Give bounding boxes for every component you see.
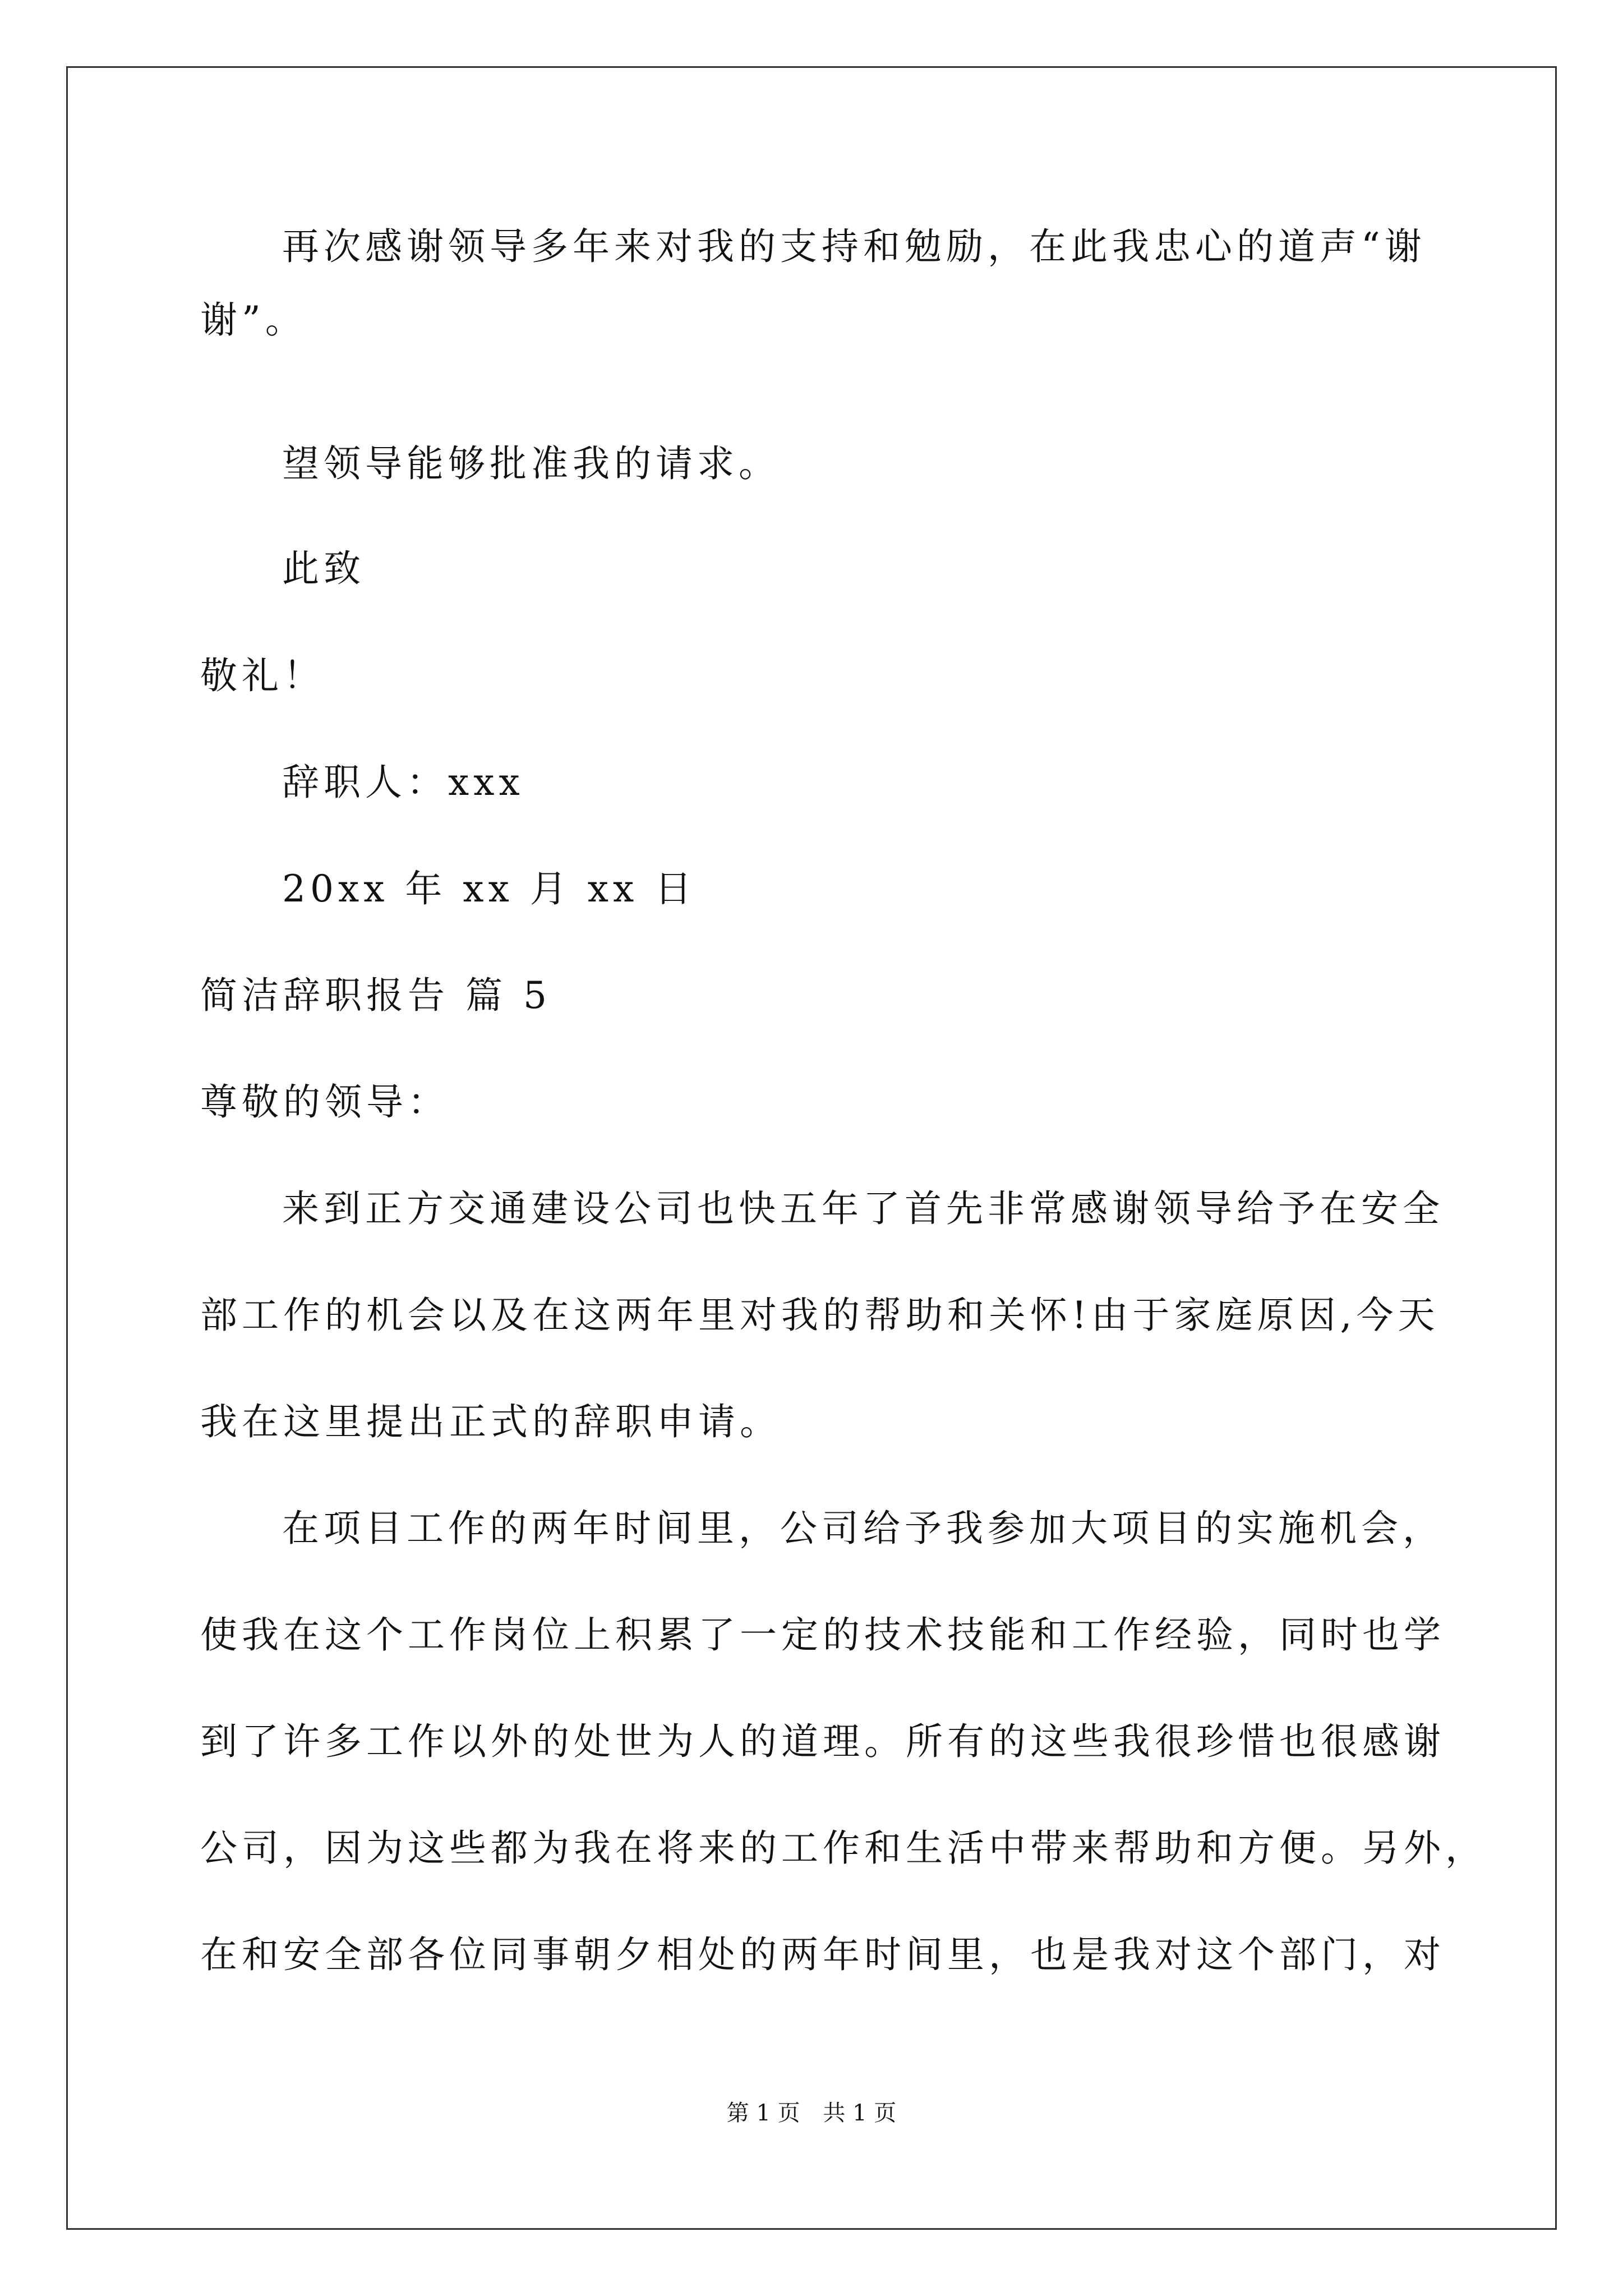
paragraph-line: 到了许多工作以外的处世为人的道理。所有的这些我很珍惜也很感谢 bbox=[200, 1720, 1445, 1763]
closing-salutation: 此致 bbox=[282, 547, 365, 590]
greeting: 尊敬的领导： bbox=[200, 1080, 449, 1124]
signature-date: 20xx 年 xx 月 xx 日 bbox=[282, 867, 697, 910]
page-border bbox=[66, 66, 1557, 2230]
paragraph-line: 再次感谢领导多年来对我的支持和勉励，在此我忠心的道声“谢 bbox=[282, 225, 1426, 268]
paragraph-line: 公司，因为这些都为我在将来的工作和生活中带来帮助和方便。另外， bbox=[200, 1826, 1487, 1870]
signature-name: 辞职人：xxx bbox=[282, 761, 524, 804]
closing-regards: 敬礼！ bbox=[200, 654, 325, 697]
section-title: 简洁辞职报告 篇 5 bbox=[200, 974, 551, 1017]
paragraph-line: 使我在这个工作岗位上积累了一定的技术技能和工作经验，同时也学 bbox=[200, 1613, 1445, 1657]
paragraph-line: 在项目工作的两年时间里，公司给予我参加大项目的实施机会， bbox=[282, 1507, 1444, 1550]
paragraph-line: 来到正方交通建设公司也快五年了首先非常感谢领导给予在安全 bbox=[282, 1187, 1444, 1230]
paragraph-line: 在和安全部各位同事朝夕相处的两年时间里，也是我对这个部门，对 bbox=[200, 1933, 1445, 1976]
paragraph-line: 谢”。 bbox=[200, 298, 307, 342]
page-total: 共 1 页 bbox=[823, 2100, 897, 2126]
page-footer bbox=[0, 2099, 1623, 2127]
paragraph-line: 部工作的机会以及在这两年里对我的帮助和关怀!由于家庭原因,今天 bbox=[200, 1294, 1440, 1337]
paragraph-line: 望领导能够批准我的请求。 bbox=[282, 442, 780, 485]
paragraph-line: 我在这里提出正式的辞职申请。 bbox=[200, 1400, 781, 1443]
page-number: 第 1 页 bbox=[726, 2100, 800, 2126]
